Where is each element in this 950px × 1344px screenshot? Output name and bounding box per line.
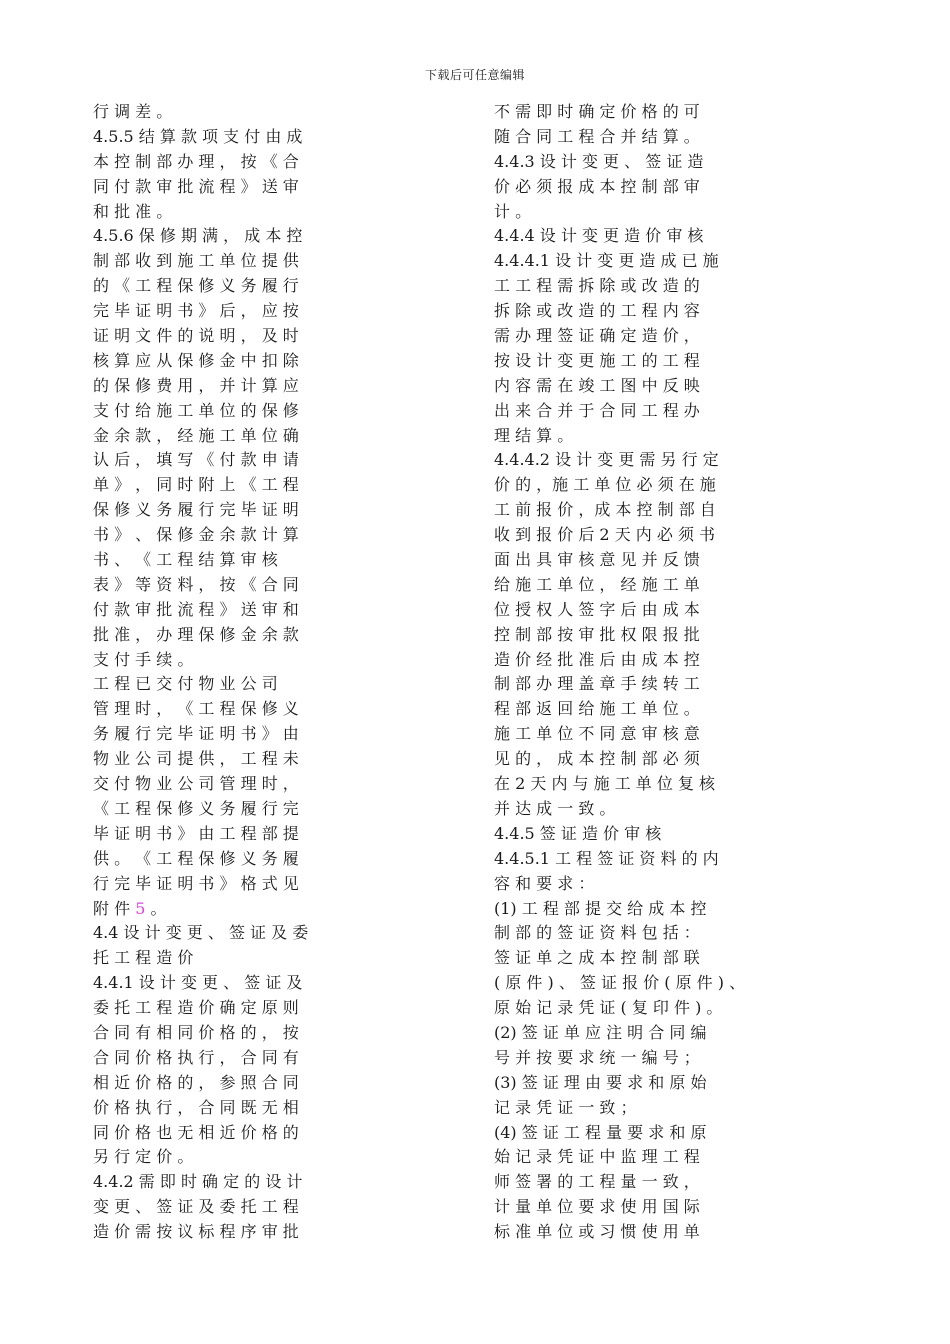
text-line: 核 算 应 从 保 修 金 中 扣 除	[93, 350, 299, 370]
text-line: 认 后 ， 填 写 《 付 款 申 请	[93, 450, 299, 470]
text-line: 计 。	[494, 201, 532, 221]
left-text-column	[93, 100, 445, 1245]
text-line: 证 明 文 件 的 说 明 ， 及 时	[93, 326, 299, 346]
text-line: 4.4.5.1 工 程 签 证 资 料 的 内	[494, 848, 719, 868]
page-header: 下载后可任意编辑	[424, 68, 525, 82]
text-line: 制 部 的 签 证 资 料 包 括 ：	[494, 923, 700, 943]
text-line: 4.4.1 设 计 变 更 、 签 证 及	[93, 973, 303, 993]
text-line: 4.4.4.1 设 计 变 更 造 成 已 施	[494, 251, 719, 271]
text-line: 制 部 办 理 盖 章 手 续 转 工	[494, 674, 700, 694]
text-line: 保 修 义 务 履 行 完 毕 证 明	[93, 500, 299, 520]
text-line: 原 始 记 录 凭 证 ( 复 印 件 ) 。	[494, 998, 723, 1018]
text-line: 4.5.6 保 修 期 满 ， 成 本 控	[93, 226, 303, 246]
text-line: 行 调 差 。	[93, 102, 173, 121]
text-line: 管 理 时 ， 《 工 程 保 修 义	[93, 699, 299, 719]
text-line: 的 保 修 费 用 ， 并 计 算 应	[93, 375, 299, 395]
text-line: 支 付 手 续 。	[93, 649, 194, 669]
text-line: 记 录 凭 证 一 致 ；	[494, 1097, 637, 1117]
text-line: 面 出 具 审 核 意 见 并 反 馈	[494, 550, 700, 570]
text-line: 4.5.5 结 算 款 项 支 付 由 成	[93, 126, 303, 146]
text-line: 始 记 录 凭 证 中 监 理 工 程	[494, 1147, 700, 1167]
text-line: 在 2 天 内 与 施 工 单 位 复 核	[494, 774, 716, 794]
text-line: 造 价 经 批 准 后 由 成 本 控	[494, 649, 700, 669]
text-line: 交 付 物 业 公 司 管 理 时 ，	[93, 774, 299, 794]
text-line: 随 合 同 工 程 合 并 结 算 。	[494, 126, 700, 146]
text-line: 价 的 ，施 工 单 位 必 须 在 施	[494, 475, 716, 495]
text-line: 造 价 需 按 议 标 程 序 审 批	[93, 1222, 299, 1242]
text-line: 另 行 定 价 。	[93, 1147, 194, 1167]
text-line: 委 托 工 程 造 价 确 定 原 则	[93, 998, 299, 1018]
text-line: 号 并 按 要 求 统 一 编 号 ；	[494, 1047, 700, 1067]
text-line: 《 工 程 保 修 义 务 履 行 完	[93, 798, 299, 818]
text-line: 拆 除 或 改 造 的 工 程 内 容	[494, 301, 700, 321]
text-line: 计 量 单 位 要 求 使 用 国 际	[494, 1197, 700, 1217]
text-line: 容 和 要 求 ：	[494, 873, 595, 893]
text-line: 给 施 工 单 位 ， 经 施 工 单	[494, 574, 700, 594]
text-line: 合 同 价 格 执 行 ， 合 同 有	[93, 1047, 299, 1067]
text-line: 批 准 ， 办 理 保 修 金 余 款	[93, 624, 299, 644]
text-line: 标 准 单 位 或 习 惯 使 用 单	[494, 1222, 700, 1242]
text-line: 不 需 即 时 确 定 价 格 的 可	[494, 102, 700, 121]
text-line: 书 》 、 保 修 金 余 款 计 算	[93, 525, 299, 545]
text-line: 价 格 执 行 ， 合 同 既 无 相	[93, 1097, 299, 1117]
text-line: 托 工 程 造 价	[93, 948, 194, 968]
text-line: 变 更 、 签 证 及 委 托 工 程	[93, 1197, 299, 1217]
text-line: 收 到 报 价 后 2 天 内 必 须 书	[494, 525, 716, 545]
text-line: 4.4.3 设 计 变 更 、 签 证 造	[494, 151, 704, 171]
text-line: 单 》 ， 同 时 附 上 《 工 程	[93, 475, 299, 495]
text-line: 的 《 工 程 保 修 义 务 履 行	[93, 276, 299, 296]
text-line: 出 来 合 并 于 合 同 工 程 办	[494, 400, 700, 420]
text-line: 价 必 须 报 成 本 控 制 部 审	[494, 176, 700, 196]
text-line: 同 付 款 审 批 流 程 》 送 审	[93, 176, 299, 196]
text-line: 4.4 设 计 变 更 、 签 证 及 委	[93, 923, 309, 943]
text-line: 4.4.5 签 证 造 价 审 核	[494, 823, 662, 843]
text-line: 和 批 准 。	[93, 201, 173, 221]
text-line: 工 程 已 交 付 物 业 公 司	[93, 674, 278, 694]
text-line: (1) 工 程 部 提 交 给 成 本 控	[494, 898, 707, 918]
text-line: ( 原 件 ) 、 签 证 报 价 ( 原 件 ) 、	[494, 973, 746, 993]
text-line: 同 价 格 也 无 相 近 价 格 的	[93, 1122, 299, 1142]
right-text-column	[494, 100, 850, 1245]
text-line: (2) 签 证 单 应 注 明 合 同 编	[494, 1022, 707, 1042]
text-line: 签 证 单 之 成 本 控 制 部 联	[494, 948, 700, 968]
text-line: 施 工 单 位 不 同 意 审 核 意	[494, 724, 700, 744]
text-line: 理 结 算 。	[494, 425, 574, 445]
text-line: 本 控 制 部 办 理 ， 按 《 合	[93, 151, 299, 171]
attachment-suffix: 。	[145, 898, 167, 918]
text-line: 供 。 《 工 程 保 修 义 务 履	[93, 848, 299, 868]
text-line: 位 授 权 人 签 字 后 由 成 本	[494, 599, 700, 619]
text-line: 师 签 署 的 工 程 量 一 致 ，	[494, 1172, 700, 1192]
text-line: 工 工 程 需 拆 除 或 改 造 的	[494, 276, 700, 296]
text-line: 并 达 成 一 致 。	[494, 798, 616, 818]
text-line: 相 近 价 格 的 ， 参 照 合 同	[93, 1072, 299, 1092]
text-line: 程 部 返 回 给 施 工 单 位 。	[494, 699, 700, 719]
text-line: 表 》 等 资 料 ， 按 《 合 同	[93, 574, 299, 594]
text-line: 4.4.4.2 设 计 变 更 需 另 行 定	[494, 450, 719, 470]
text-line: 合 同 有 相 同 价 格 的 ， 按	[93, 1022, 299, 1042]
text-line: 工 前 报 价 ，成 本 控 制 部 自	[494, 500, 716, 520]
text-line: (3) 签 证 理 由 要 求 和 原 始	[494, 1072, 707, 1092]
text-line: 物 业 公 司 提 供 ， 工 程 未	[93, 749, 299, 769]
text-line: 4.4.4 设 计 变 更 造 价 审 核	[494, 226, 704, 246]
attachment-label: 附 件	[93, 898, 136, 918]
text-line: 需 办 理 签 证 确 定 造 价 ，	[494, 326, 700, 346]
text-line: 按 设 计 变 更 施 工 的 工 程	[494, 350, 700, 370]
text-line: 行 完 毕 证 明 书 》 格 式 见	[93, 873, 299, 893]
text-line: (4) 签 证 工 程 量 要 求 和 原	[494, 1122, 707, 1142]
text-line: 金 余 款 ， 经 施 工 单 位 确	[93, 425, 299, 445]
text-line	[93, 897, 445, 922]
text-line: 支 付 给 施 工 单 位 的 保 修	[93, 400, 299, 420]
text-line: 书 、 《 工 程 结 算 审 核	[93, 550, 278, 570]
attachment-number: 5	[135, 898, 146, 918]
text-line: 内 容 需 在 竣 工 图 中 反 映	[494, 375, 700, 395]
text-line: 控 制 部 按 审 批 权 限 报 批	[494, 624, 700, 644]
text-line: 务 履 行 完 毕 证 明 书 》 由	[93, 724, 299, 744]
text-line: 制 部 收 到 施 工 单 位 提 供	[93, 251, 299, 271]
text-line: 完 毕 证 明 书 》 后 ， 应 按	[93, 301, 299, 321]
text-line: 毕 证 明 书 》 由 工 程 部 提	[93, 823, 299, 843]
text-line: 见 的 ， 成 本 控 制 部 必 须	[494, 749, 700, 769]
text-line: 4.4.2 需 即 时 确 定 的 设 计	[93, 1172, 303, 1192]
text-line: 付 款 审 批 流 程 》 送 审 和	[93, 599, 299, 619]
